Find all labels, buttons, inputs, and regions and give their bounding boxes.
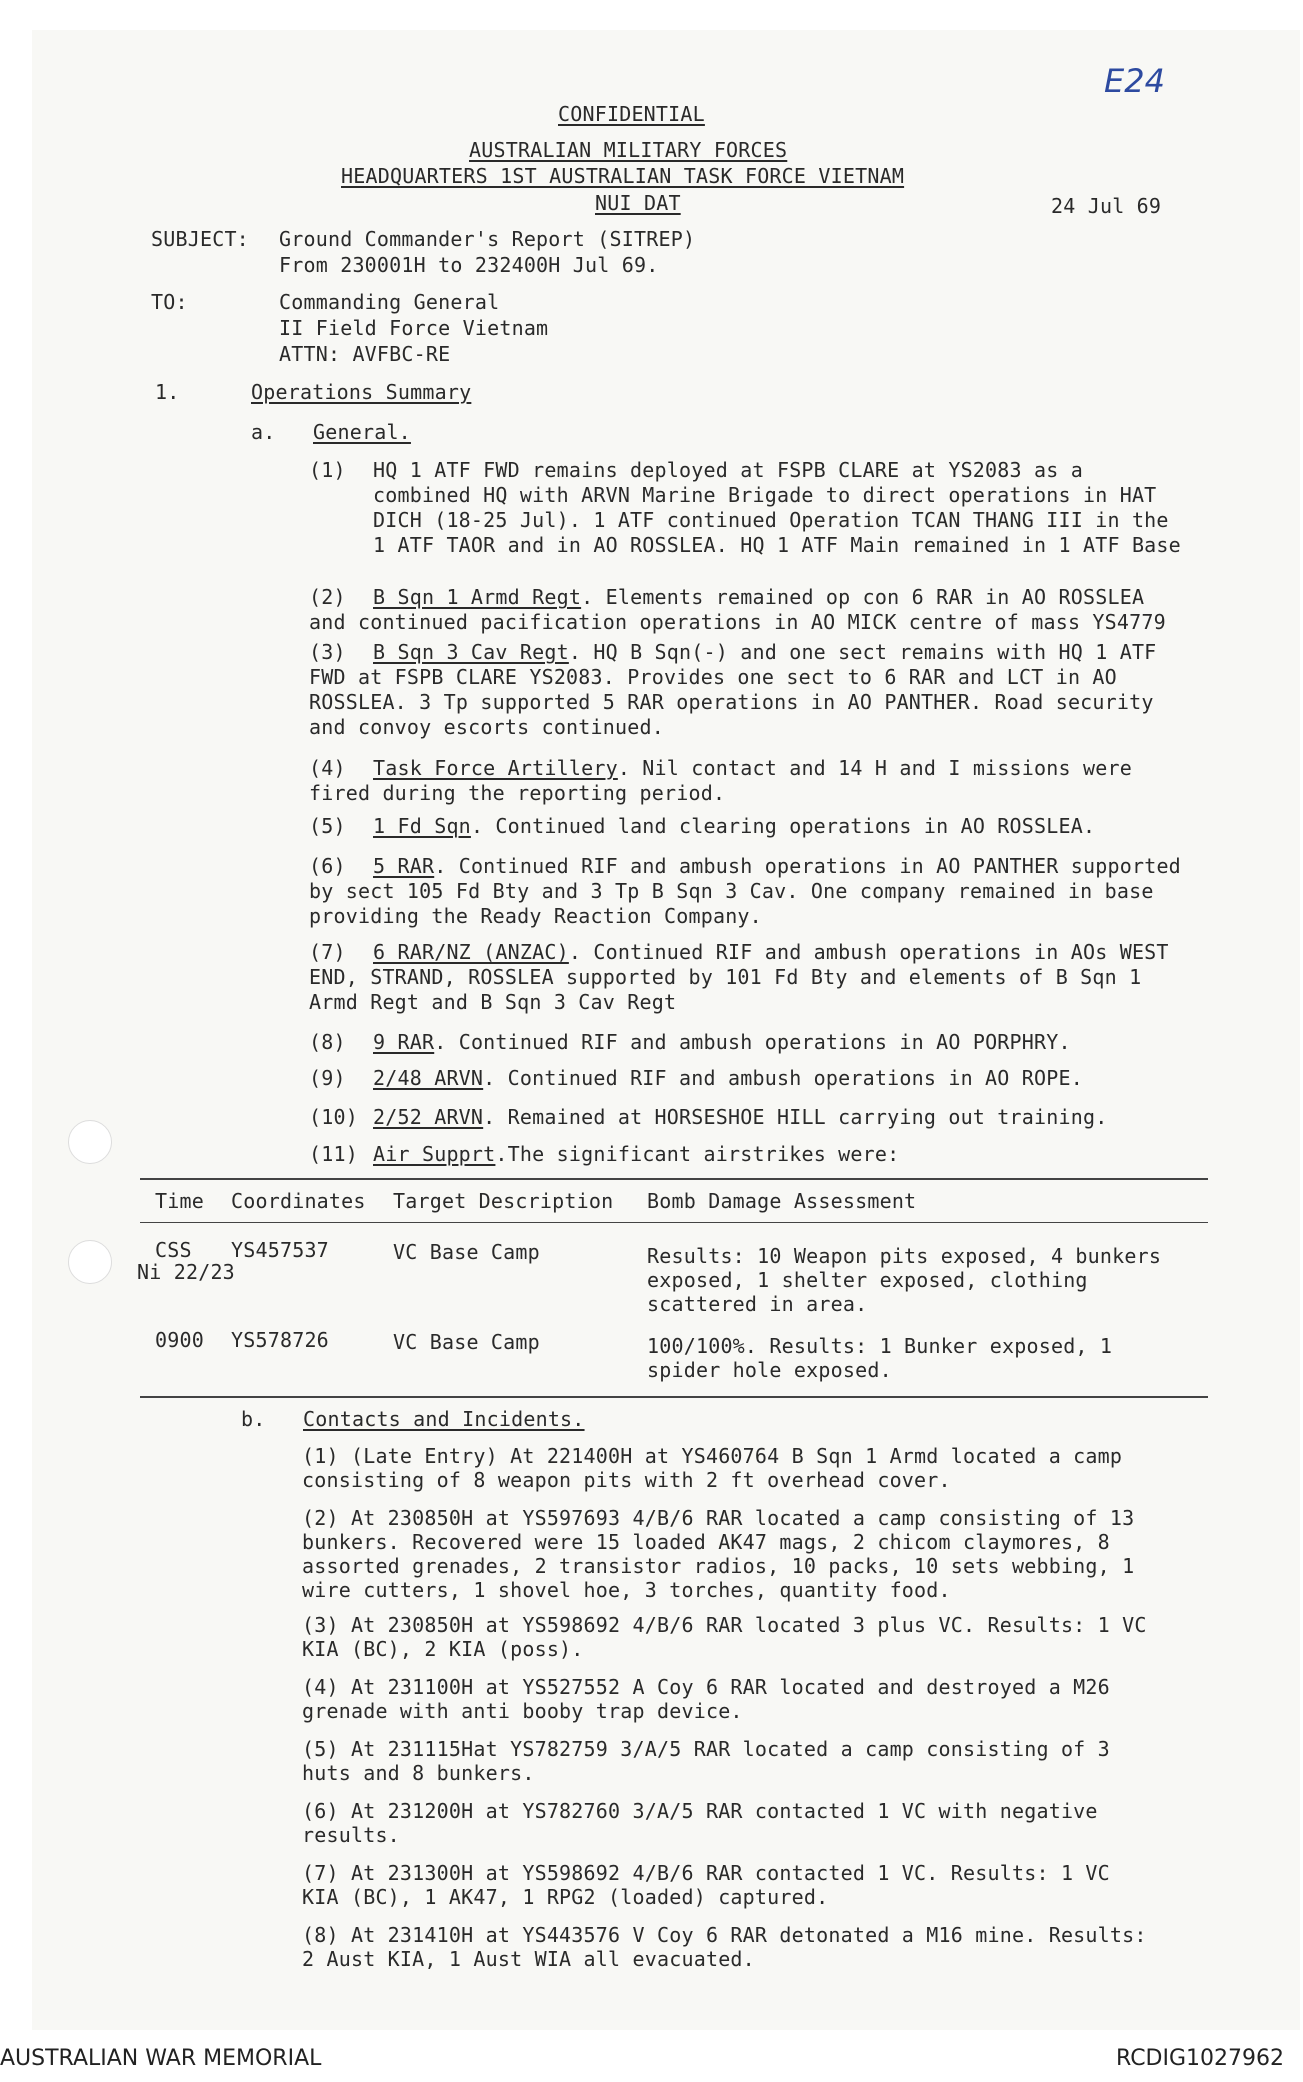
item-number: (9) bbox=[309, 1066, 346, 1090]
footer-record-id: RCDIG1027962 bbox=[1116, 2046, 1285, 2071]
contact-line: assorted grenades, 2 transistor radios, 10 packs, 10 sets webbing, 1 bbox=[302, 1554, 1135, 1578]
item-continuation-line: Armd Regt and B Sqn 3 Cav Regt bbox=[309, 990, 677, 1014]
unit-name: 1 Fd Sqn bbox=[373, 814, 471, 838]
section-title: Operations Summary bbox=[251, 380, 472, 404]
item-first-line bbox=[373, 1030, 1071, 1055]
contact-line: KIA (BC), 2 KIA (poss). bbox=[302, 1637, 584, 1661]
item-continuation-line: by sect 105 Fd Bty and 3 Tp B Sqn 3 Cav. One company remained in base bbox=[309, 879, 1154, 903]
to-label: TO: bbox=[151, 290, 188, 314]
footer-archive-name: AUSTRALIAN WAR MEMORIAL bbox=[0, 2046, 322, 2071]
table-top-rule bbox=[140, 1178, 1208, 1180]
subsection-letter: a. bbox=[251, 420, 276, 444]
contact-line: (8) At 231410H at YS443576 V Coy 6 RAR detonated a M16 mine. Results: bbox=[302, 1923, 1147, 1947]
item-continuation-line: DICH (18-25 Jul). 1 ATF continued Operation TCAN THANG III in the bbox=[373, 508, 1169, 532]
header-line-2: HEADQUARTERS 1ST AUSTRALIAN TASK FORCE VIETNAM bbox=[341, 164, 905, 188]
cell-bda: exposed, 1 shelter exposed, clothing bbox=[647, 1268, 1088, 1292]
punch-hole bbox=[68, 1120, 112, 1164]
unit-name: Task Force Artillery bbox=[373, 756, 618, 780]
item-text: . Continued RIF and ambush operations in AO PORPHRY. bbox=[434, 1030, 1071, 1054]
subject-label: SUBJECT: bbox=[151, 227, 249, 251]
contact-line: consisting of 8 weapon pits with 2 ft overhead cover. bbox=[302, 1468, 951, 1492]
table-bottom-rule bbox=[140, 1396, 1208, 1398]
item-text: . Continued RIF and ambush operations in AO PANTHER supported bbox=[434, 854, 1181, 878]
item-continuation-line: FWD at FSPB CLARE YS2083. Provides one sect to 6 RAR and LCT in AO bbox=[309, 665, 1117, 689]
column-header-bda: Bomb Damage Assessment bbox=[647, 1189, 917, 1213]
item-continuation-line: END, STRAND, ROSSLEA supported by 101 Fd Bty and elements of B Sqn 1 bbox=[309, 965, 1142, 989]
header-line-3: NUI DAT bbox=[595, 191, 681, 215]
item-continuation-line: 1 ATF TAOR and in AO ROSSLEA. HQ 1 ATF Main remained in 1 ATF Base bbox=[373, 533, 1181, 557]
handwritten-reference: E24 bbox=[1104, 62, 1165, 100]
contact-line: KIA (BC), 1 AK47, 1 RPG2 (loaded) captured. bbox=[302, 1885, 829, 1909]
to-line-1: Commanding General bbox=[279, 290, 500, 314]
contact-line: (4) At 231100H at YS527552 A Coy 6 RAR located and destroyed a M26 bbox=[302, 1675, 1110, 1699]
cell-bda: scattered in area. bbox=[647, 1292, 868, 1316]
table-header-rule bbox=[140, 1222, 1208, 1223]
item-first-line bbox=[373, 640, 1156, 665]
unit-name: 5 RAR bbox=[373, 854, 435, 878]
item-text: . Elements remained op con 6 RAR in AO ROSSLEA bbox=[581, 585, 1145, 609]
item-number: (1) bbox=[309, 458, 346, 482]
header-line-1: AUSTRALIAN MILITARY FORCES bbox=[469, 138, 788, 162]
contact-line: wire cutters, 1 shovel hoe, 3 torches, quantity food. bbox=[302, 1578, 951, 1602]
item-first-line bbox=[373, 585, 1144, 610]
item-first-line bbox=[373, 1142, 899, 1167]
item-first-line bbox=[373, 854, 1181, 879]
cell-coordinates: YS457537 bbox=[231, 1238, 329, 1262]
item-continuation-line: combined HQ with ARVN Marine Brigade to direct operations in HAT bbox=[373, 483, 1157, 507]
cell-bda: Results: 10 Weapon pits exposed, 4 bunkers bbox=[647, 1244, 1162, 1268]
item-continuation-line: providing the Ready Reaction Company. bbox=[309, 904, 762, 928]
item-continuation-line: fired during the reporting period. bbox=[309, 781, 726, 805]
to-line-2: II Field Force Vietnam bbox=[279, 316, 549, 340]
section-number: 1. bbox=[155, 380, 180, 404]
item-number: (10) bbox=[309, 1105, 358, 1129]
classification-marking: CONFIDENTIAL bbox=[558, 102, 705, 126]
item-first-line bbox=[373, 1105, 1107, 1130]
unit-name: 2/52 ARVN bbox=[373, 1105, 484, 1129]
item-text: . HQ B Sqn(-) and one sect remains with HQ 1 ATF bbox=[568, 640, 1157, 664]
subsection-letter: b. bbox=[241, 1407, 266, 1431]
item-text: HQ 1 ATF FWD remains deployed at FSPB CLARE at YS2083 as a bbox=[373, 458, 1083, 482]
cell-time: CSS bbox=[155, 1238, 192, 1262]
unit-name: 2/48 ARVN bbox=[373, 1066, 484, 1090]
column-header-coordinates: Coordinates bbox=[231, 1189, 366, 1213]
item-text: .The significant airstrikes were: bbox=[495, 1142, 900, 1166]
cell-coordinates: YS578726 bbox=[231, 1328, 329, 1352]
contact-line: 2 Aust KIA, 1 Aust WIA all evacuated. bbox=[302, 1947, 755, 1971]
item-continuation-line: ROSSLEA. 3 Tp supported 5 RAR operations in AO PANTHER. Road security bbox=[309, 690, 1154, 714]
contact-line: (3) At 230850H at YS598692 4/B/6 RAR located 3 plus VC. Results: 1 VC bbox=[302, 1613, 1147, 1637]
unit-name: B Sqn 1 Armd Regt bbox=[373, 585, 582, 609]
punch-hole bbox=[68, 1240, 112, 1284]
contact-line: (2) At 230850H at YS597693 4/B/6 RAR located a camp consisting of 13 bbox=[302, 1506, 1135, 1530]
item-number: (7) bbox=[309, 940, 346, 964]
subsection-title: Contacts and Incidents. bbox=[303, 1407, 585, 1431]
contact-line: huts and 8 bunkers. bbox=[302, 1761, 535, 1785]
item-number: (6) bbox=[309, 854, 346, 878]
item-first-line bbox=[373, 1066, 1083, 1091]
item-number: (3) bbox=[309, 640, 346, 664]
document-date: 24 Jul 69 bbox=[1051, 194, 1162, 218]
item-continuation-line: and convoy escorts continued. bbox=[309, 715, 664, 739]
item-number: (2) bbox=[309, 585, 346, 609]
subject-line-1: Ground Commander's Report (SITREP) bbox=[279, 227, 696, 251]
item-text: . Continued RIF and ambush operations in AOs WEST bbox=[568, 940, 1169, 964]
item-text: . Continued land clearing operations in AO ROSSLEA. bbox=[470, 814, 1096, 838]
contact-line: bunkers. Recovered were 15 loaded AK47 mags, 2 chicom claymores, 8 bbox=[302, 1530, 1110, 1554]
cell-bda: 100/100%. Results: 1 Bunker exposed, 1 bbox=[647, 1334, 1113, 1358]
unit-name: Air Supprt bbox=[373, 1142, 496, 1166]
unit-name: 6 RAR/NZ (ANZAC) bbox=[373, 940, 569, 964]
item-text: . Remained at HORSESHOE HILL carrying out training. bbox=[483, 1105, 1108, 1129]
item-number: (5) bbox=[309, 814, 346, 838]
column-header-target: Target Description bbox=[393, 1189, 614, 1213]
item-first-line bbox=[373, 940, 1169, 965]
contact-line: (7) At 231300H at YS598692 4/B/6 RAR contacted 1 VC. Results: 1 VC bbox=[302, 1861, 1110, 1885]
item-number: (8) bbox=[309, 1030, 346, 1054]
item-text: . Nil contact and 14 H and I missions were bbox=[617, 756, 1132, 780]
unit-name: B Sqn 3 Cav Regt bbox=[373, 640, 569, 664]
contact-line: (5) At 231115Hat YS782759 3/A/5 RAR located a camp consisting of 3 bbox=[302, 1737, 1110, 1761]
cell-target: VC Base Camp bbox=[393, 1330, 540, 1354]
item-number: (11) bbox=[309, 1142, 358, 1166]
item-first-line bbox=[373, 814, 1095, 839]
cell-bda: spider hole exposed. bbox=[647, 1358, 892, 1382]
to-line-3: ATTN: AVFBC-RE bbox=[279, 342, 451, 366]
contact-line: (6) At 231200H at YS782760 3/A/5 RAR contacted 1 VC with negative bbox=[302, 1799, 1098, 1823]
contact-line: grenade with anti booby trap device. bbox=[302, 1699, 743, 1723]
unit-name: 9 RAR bbox=[373, 1030, 435, 1054]
item-continuation-line: and continued pacification operations in AO MICK centre of mass YS4779 bbox=[309, 610, 1166, 634]
item-number: (4) bbox=[309, 756, 346, 780]
contact-line: results. bbox=[302, 1823, 400, 1847]
item-text: . Continued RIF and ambush operations in AO ROPE. bbox=[483, 1066, 1083, 1090]
cell-time: 0900 bbox=[155, 1328, 204, 1352]
subject-line-2: From 230001H to 232400H Jul 69. bbox=[279, 253, 659, 277]
subsection-title: General. bbox=[313, 420, 411, 444]
cell-time-note: Ni 22/23 bbox=[137, 1260, 235, 1284]
item-first-line bbox=[373, 756, 1132, 781]
contact-line: (1) (Late Entry) At 221400H at YS460764 B Sqn 1 Armd located a camp bbox=[302, 1444, 1123, 1468]
item-first-line bbox=[373, 458, 1083, 483]
column-header-time: Time bbox=[155, 1189, 204, 1213]
cell-target: VC Base Camp bbox=[393, 1240, 540, 1264]
